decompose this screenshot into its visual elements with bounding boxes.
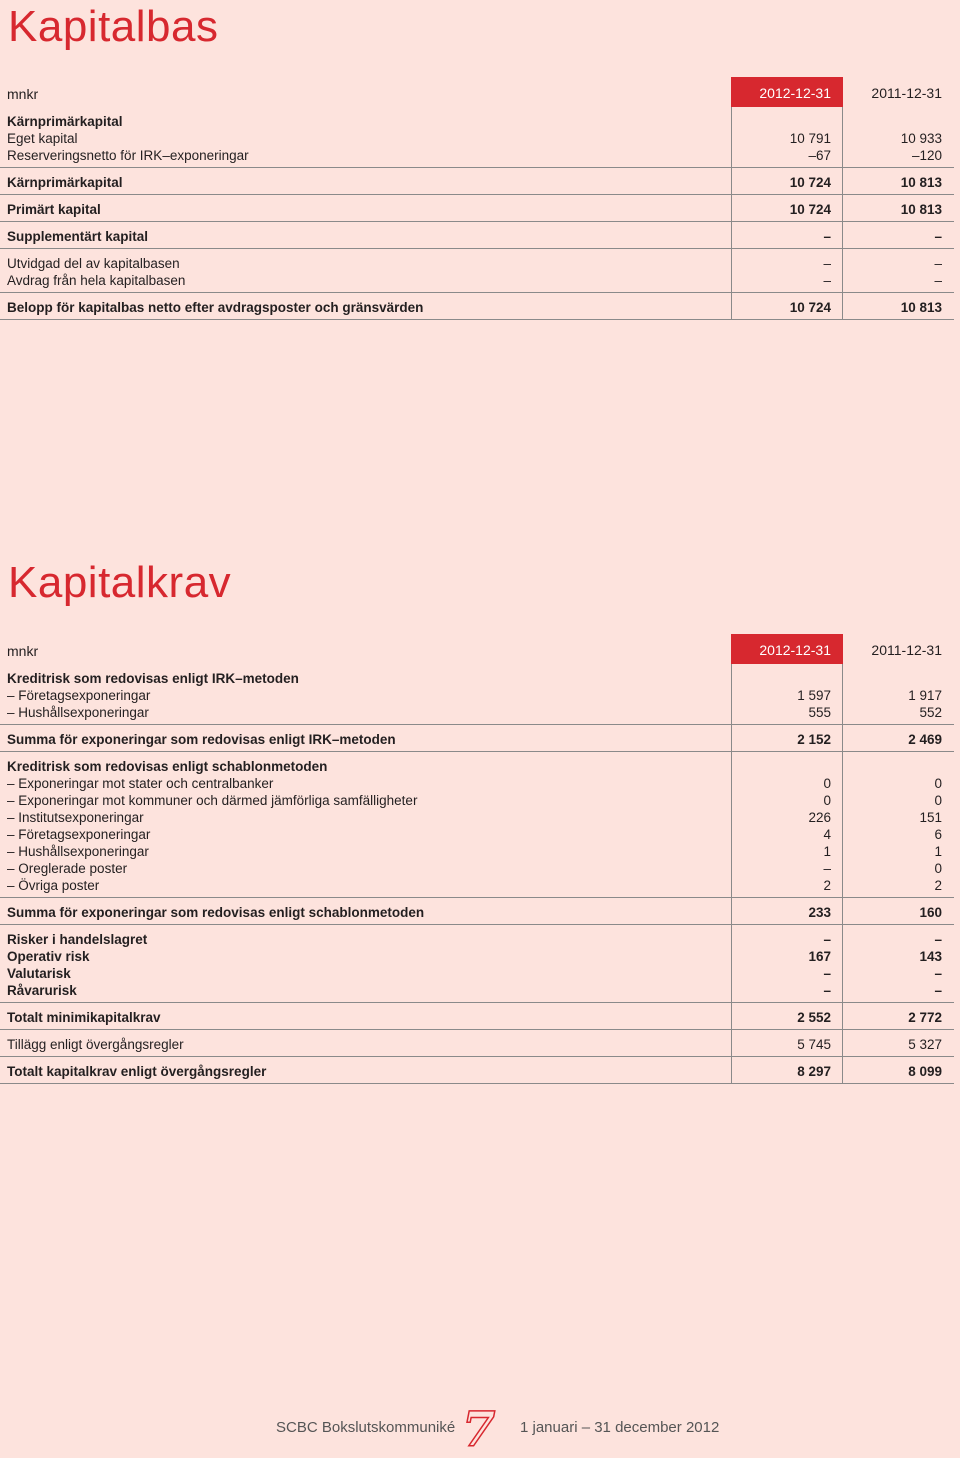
row-label: Totalt kapitalkrav enligt övergångsregler [7, 1064, 267, 1079]
table-row-group [0, 1057, 954, 1084]
row-label: Tillägg enligt övergångsregler [7, 1037, 184, 1052]
value-2011: 1 [934, 844, 942, 859]
value-2012: – [823, 273, 831, 288]
value-2012: –67 [808, 148, 831, 163]
value-2011: – [934, 256, 942, 271]
value-2011: 552 [919, 705, 942, 720]
section-title-kapitalbas: Kapitalbas [8, 2, 219, 51]
table-row [0, 228, 954, 245]
value-2011: 2 [934, 878, 942, 893]
row-label: Risker i handelslagret [7, 932, 148, 947]
value-2012: – [823, 966, 831, 981]
table-row-group [0, 293, 954, 320]
table-header [0, 634, 954, 664]
value-2012: 1 [823, 844, 831, 859]
table-row [0, 272, 954, 289]
table-row [0, 948, 954, 965]
table-row [0, 758, 954, 775]
table-kapitalbas [0, 77, 954, 320]
value-2011: 0 [934, 776, 942, 791]
value-2011: 5 327 [908, 1037, 942, 1052]
value-2011: 2 469 [908, 732, 942, 747]
value-2012: – [823, 983, 831, 998]
unit-label: mnkr [7, 86, 39, 102]
table-row [0, 201, 954, 218]
table-row [0, 904, 954, 921]
table-row-group [0, 195, 954, 222]
value-2012: 167 [808, 949, 831, 964]
column-header-2011: 2011-12-31 [871, 85, 942, 101]
value-2011: 143 [919, 949, 942, 964]
table-row [0, 731, 954, 748]
value-2012: – [823, 229, 831, 244]
table-row [0, 809, 954, 826]
table-row-group [0, 725, 954, 752]
value-2012: 2 [823, 878, 831, 893]
value-2012: 8 297 [797, 1064, 831, 1079]
value-2011: – [934, 932, 942, 947]
row-label: Kärnprimärkapital [7, 175, 123, 190]
row-label: – Hushållsexponeringar [7, 705, 149, 720]
row-label: Kärnprimärkapital [7, 114, 123, 129]
table-row [0, 877, 954, 894]
value-2012: 555 [808, 705, 831, 720]
row-label: Primärt kapital [7, 202, 101, 217]
value-2012: – [823, 256, 831, 271]
row-label: – Hushållsexponeringar [7, 844, 149, 859]
value-2012: – [823, 861, 831, 876]
table-row-group [0, 222, 954, 249]
row-label: – Institutsexponeringar [7, 810, 144, 825]
value-2012: 2 152 [797, 732, 831, 747]
column-header-2012: 2012-12-31 [731, 634, 843, 664]
table-row [0, 843, 954, 860]
page-number: 7 [462, 1402, 496, 1458]
table-row-group [0, 752, 954, 898]
row-label: Kreditrisk som redovisas enligt IRK–metoden [7, 671, 299, 686]
value-2011: 0 [934, 793, 942, 808]
table-row [0, 775, 954, 792]
value-2012: 10 724 [789, 300, 831, 315]
table-row-group [0, 664, 954, 725]
column-header-2011: 2011-12-31 [871, 642, 942, 658]
value-2011: – [934, 273, 942, 288]
table-row [0, 931, 954, 948]
section-title-kapitalkrav: Kapitalkrav [8, 558, 232, 607]
value-2011: 10 933 [900, 131, 942, 146]
row-label: Utvidgad del av kapitalbasen [7, 256, 180, 271]
value-2011: 151 [919, 810, 942, 825]
value-2012: – [823, 932, 831, 947]
value-2011: 2 772 [908, 1010, 942, 1025]
value-2012: 10 724 [789, 202, 831, 217]
row-label: Reserveringsnetto för IRK–exponeringar [7, 148, 249, 163]
row-label: – Företagsexponeringar [7, 827, 151, 842]
value-2011: – [934, 229, 942, 244]
table-row-group [0, 168, 954, 195]
value-2012: 1 597 [797, 688, 831, 703]
value-2011: 0 [934, 861, 942, 876]
value-2012: 0 [823, 793, 831, 808]
value-2012: 233 [808, 905, 831, 920]
table-row [0, 687, 954, 704]
row-label: – Exponeringar mot kommuner och därmed jämförliga samfälligheter [7, 793, 418, 808]
unit-label: mnkr [7, 643, 39, 659]
value-2011: – [934, 983, 942, 998]
value-2011: 1 917 [908, 688, 942, 703]
table-row-group [0, 1003, 954, 1030]
table-row-group [0, 249, 954, 293]
footer-report-name: SCBC Bokslutskommuniké [276, 1419, 456, 1436]
row-label: – Exponeringar mot stater och centralbanker [7, 776, 274, 791]
value-2012: 10 724 [789, 175, 831, 190]
value-2011: 10 813 [900, 300, 942, 315]
row-label: – Oreglerade poster [7, 861, 128, 876]
value-2011: 8 099 [908, 1064, 942, 1079]
value-2011: 10 813 [900, 175, 942, 190]
table-row [0, 1009, 954, 1026]
table-row-group [0, 107, 954, 168]
row-label: – Övriga poster [7, 878, 100, 893]
value-2011: 10 813 [900, 202, 942, 217]
table-row-group [0, 898, 954, 925]
row-label: Råvarurisk [7, 983, 77, 998]
row-label: Summa för exponeringar som redovisas enligt schablonmetoden [7, 905, 425, 920]
table-row [0, 1036, 954, 1053]
table-row [0, 255, 954, 272]
row-label: Supplementärt kapital [7, 229, 149, 244]
row-label: Eget kapital [7, 131, 78, 146]
row-label: Totalt minimikapitalkrav [7, 1010, 161, 1025]
row-label: Operativ risk [7, 949, 90, 964]
row-label: Summa för exponeringar som redovisas enligt IRK–metoden [7, 732, 396, 747]
value-2011: –120 [911, 148, 942, 163]
row-label: – Företagsexponeringar [7, 688, 151, 703]
table-row [0, 792, 954, 809]
table-kapitalkrav [0, 634, 954, 1084]
row-label: Avdrag från hela kapitalbasen [7, 273, 186, 288]
page-footer [0, 1402, 960, 1458]
table-row [0, 130, 954, 147]
table-row [0, 965, 954, 982]
footer-period: 1 januari – 31 december 2012 [520, 1419, 720, 1436]
value-2011: – [934, 966, 942, 981]
table-row [0, 1063, 954, 1080]
row-label: Belopp för kapitalbas netto efter avdragsposter och gränsvärden [7, 300, 424, 315]
table-row [0, 174, 954, 191]
table-row [0, 147, 954, 164]
table-row-group [0, 925, 954, 1003]
row-label: Kreditrisk som redovisas enligt schablonmetoden [7, 759, 328, 774]
column-header-2012: 2012-12-31 [731, 77, 843, 107]
table-row [0, 826, 954, 843]
value-2011: 6 [934, 827, 942, 842]
table-row [0, 982, 954, 999]
table-row [0, 113, 954, 130]
table-row-group [0, 1030, 954, 1057]
table-row [0, 704, 954, 721]
table-row [0, 299, 954, 316]
value-2011: 160 [919, 905, 942, 920]
row-label: Valutarisk [7, 966, 71, 981]
value-2012: 0 [823, 776, 831, 791]
value-2012: 4 [823, 827, 831, 842]
table-header [0, 77, 954, 107]
value-2012: 2 552 [797, 1010, 831, 1025]
value-2012: 10 791 [789, 131, 831, 146]
table-row [0, 670, 954, 687]
value-2012: 226 [808, 810, 831, 825]
table-row [0, 860, 954, 877]
value-2012: 5 745 [797, 1037, 831, 1052]
